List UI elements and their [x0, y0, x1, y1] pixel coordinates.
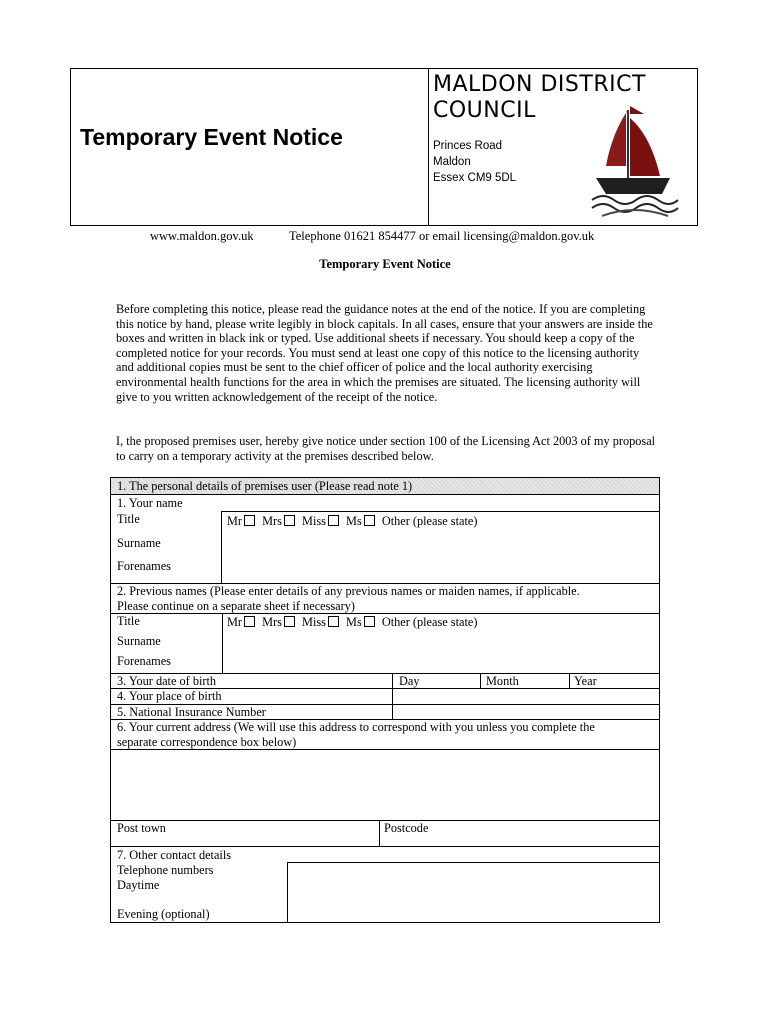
checkbox-previous-ms[interactable]	[364, 616, 375, 627]
title-row-line	[222, 511, 660, 512]
q7-label: 7. Other contact details	[117, 848, 232, 862]
q3-label: 3. Your date of birth	[117, 674, 217, 688]
checkbox-previous-mrs[interactable]	[284, 616, 295, 627]
checkbox-mr[interactable]	[244, 515, 255, 526]
checkbox-previous-miss[interactable]	[328, 616, 339, 627]
q6-label: 6. Your current address (We will use this address to correspond with you unless you complete the	[117, 720, 595, 734]
council-name: MALDON DISTRICT COUNCIL	[433, 72, 646, 123]
q4-label: 4. Your place of birth	[117, 689, 222, 703]
checkbox-ms[interactable]	[364, 515, 375, 526]
q1-label: 1. Your name	[117, 496, 183, 510]
postcode-field[interactable]: Postcode	[384, 821, 429, 835]
q5-label: 5. National Insurance Number	[117, 705, 266, 719]
previous-label-divider	[222, 613, 223, 674]
document-title: Temporary Event Notice	[319, 257, 451, 271]
website-link[interactable]: www.maldon.gov.uk	[150, 229, 254, 243]
declaration-paragraph: I, the proposed premises user, hereby give notice under section 100 of the Licensing Act 2003 of my proposal to carry on a temporary activity at the premises described below.	[116, 434, 656, 463]
previous-title-label: Title	[117, 614, 140, 628]
birth-column-divider	[392, 673, 393, 720]
council-address: Princes Road Maldon Essex CM9 5DL	[433, 140, 517, 184]
checkbox-miss[interactable]	[328, 515, 339, 526]
day-month-divider	[480, 673, 481, 689]
previous-forenames-label: Forenames	[117, 654, 171, 668]
telephone-numbers-label: Telephone numbers	[117, 863, 214, 877]
phone-input[interactable]	[287, 862, 660, 923]
title-options: Mr Mrs Miss Ms Other (please state)	[227, 514, 478, 528]
surname-label: Surname	[117, 536, 161, 550]
evening-label: Evening (optional)	[117, 907, 210, 921]
forenames-label: Forenames	[117, 559, 171, 573]
month-year-divider	[569, 673, 570, 689]
premises-user-form	[110, 477, 660, 923]
previous-surname-label: Surname	[117, 634, 161, 648]
checkbox-mrs[interactable]	[284, 515, 295, 526]
daytime-label: Daytime	[117, 878, 160, 892]
checkbox-previous-mr[interactable]	[244, 616, 255, 627]
month-field[interactable]: Month	[486, 674, 519, 688]
q2-label: 2. Previous names (Please enter details of any previous names or maiden names, if applicable.	[117, 584, 580, 598]
intro-paragraph: Before completing this notice, please read the guidance notes at the end of the notice. If you are completing this notice by hand, please write legibly in block capitals. In all cases, ensure that your answers are inside the boxes and written in black ink or typed. Use additional sheets if necessary. You should keep a copy of the completed notice for your records. You must send at least one copy of this notice to the licensing authority and additional copies must be sent to the chief officer of police and the local authority exercising environmental health functions for the area in which the premises are situated. The licensing authority will give to you written acknowledgement of the receipt of the notice.	[116, 302, 653, 404]
year-field[interactable]: Year	[574, 674, 597, 688]
day-field[interactable]: Day	[399, 674, 420, 688]
q6-label-continued: separate correspondence box below)	[117, 735, 297, 749]
address-input[interactable]	[110, 749, 660, 821]
q2-label-continued: Please continue on a separate sheet if necessary)	[117, 599, 355, 613]
title-label: Title	[117, 512, 140, 526]
previous-title-options: Mr Mrs Miss Ms Other (please state)	[227, 615, 478, 629]
postcode-divider	[379, 820, 380, 847]
post-town-field[interactable]: Post town	[117, 821, 166, 835]
contact-details: Telephone 01621 854477 or email licensing@maldon.gov.uk	[289, 229, 595, 243]
header-divider	[428, 68, 429, 226]
section-1-header: 1. The personal details of premises user (Please read note 1)	[110, 477, 660, 495]
form-title: Temporary Event Notice	[80, 124, 343, 150]
previous-title-line	[110, 613, 660, 614]
council-logo-icon	[588, 104, 680, 220]
